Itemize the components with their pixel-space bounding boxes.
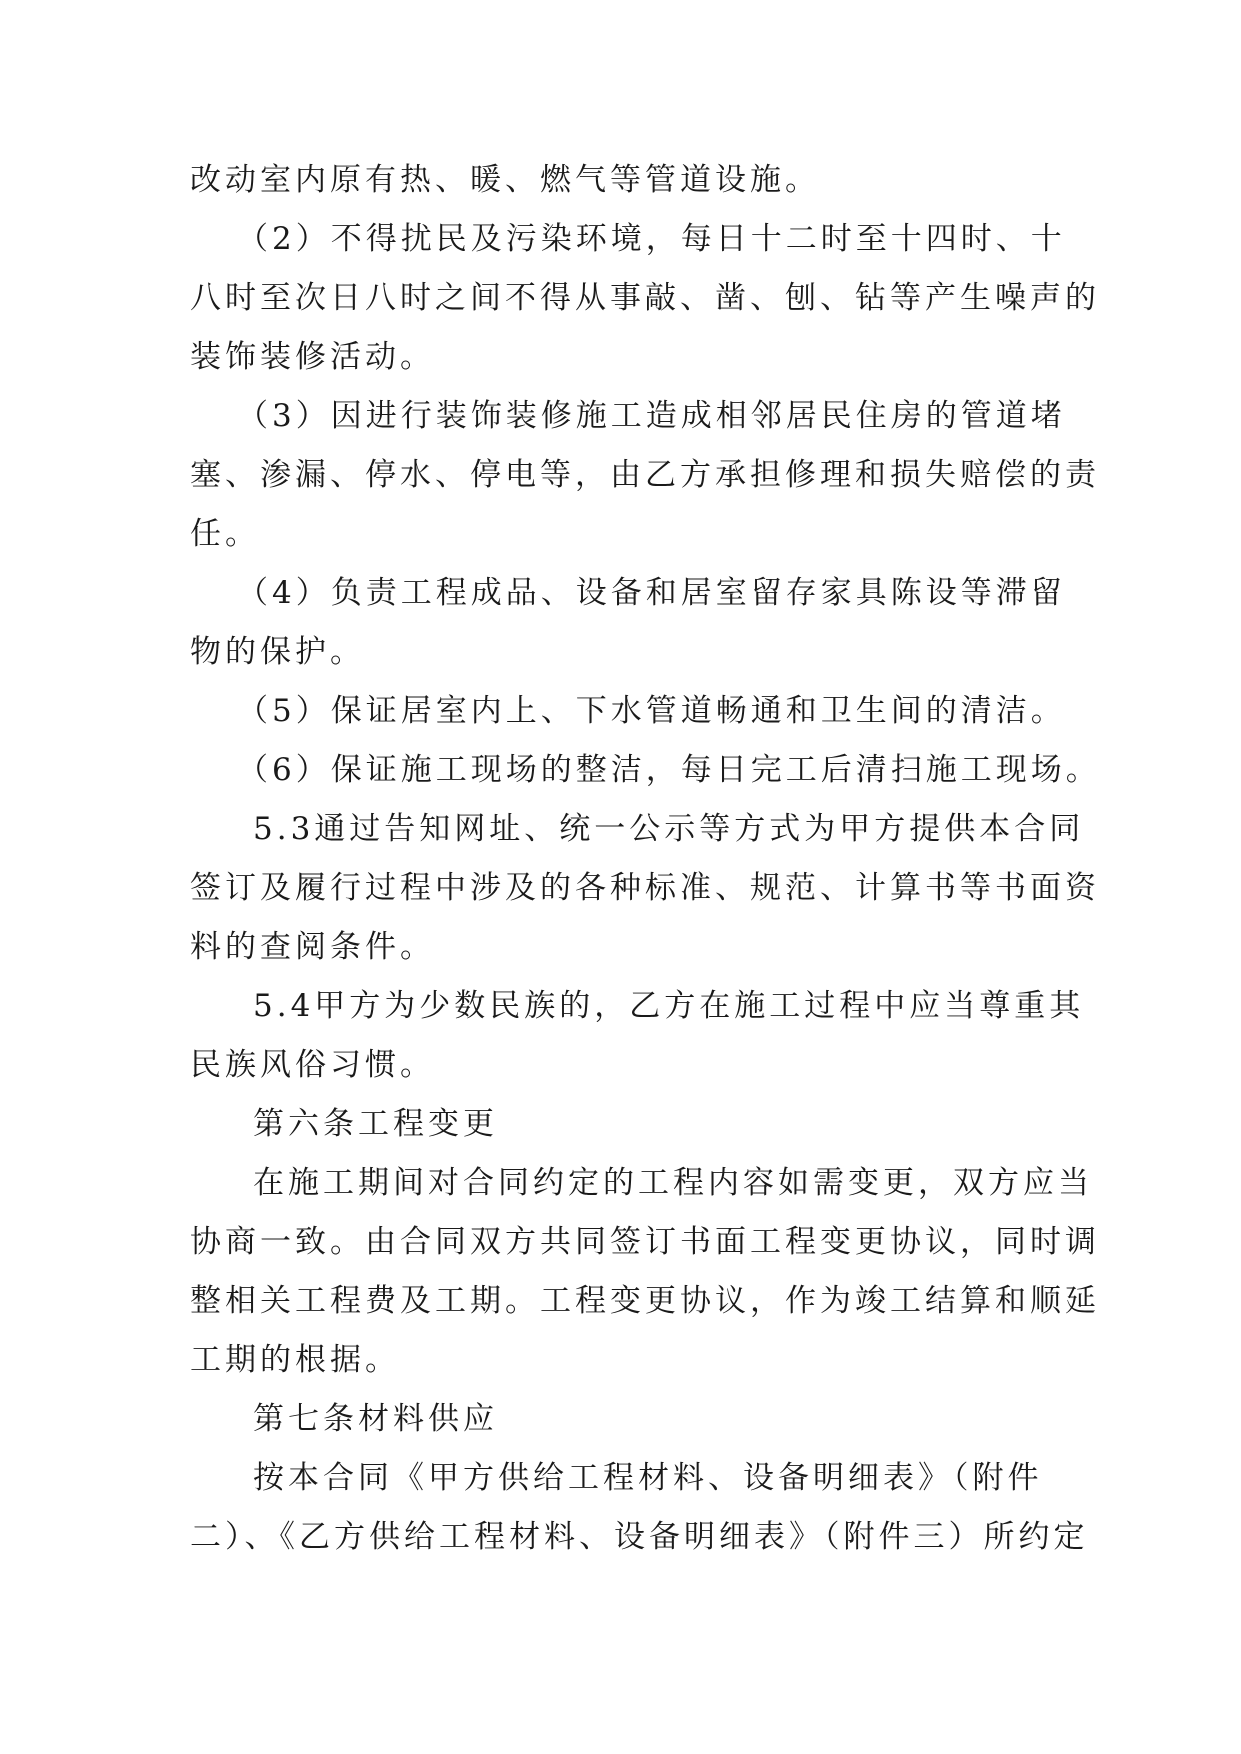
text-line: 民族风俗习惯。 — [190, 1047, 435, 1083]
text-line: （3）因进行装饰装修施工造成相邻居民住房的管道堵 — [237, 398, 1066, 434]
text-line: （5）保证居室内上、下水管道畅通和卫生间的清洁。 — [237, 693, 1066, 729]
text-line: （6）保证施工现场的整洁，每日完工后清扫施工现场。 — [237, 752, 1101, 788]
text-line: 物的保护。 — [190, 634, 365, 670]
text-line: 塞、渗漏、停水、停电等，由乙方承担修理和损失赔偿的责 — [190, 457, 1100, 493]
text-line: 5.4甲方为少数民族的，乙方在施工过程中应当尊重其 — [253, 988, 1085, 1024]
text-line: 任。 — [190, 516, 260, 552]
text-line: 改动室内原有热、暖、燃气等管道设施。 — [190, 162, 820, 198]
text-line: 5.3通过告知网址、统一公示等方式为甲方提供本合同 — [253, 811, 1085, 847]
text-line: 八时至次日八时之间不得从事敲、凿、刨、钻等产生噪声的 — [190, 280, 1100, 316]
text-line: （4）负责工程成品、设备和居室留存家具陈设等滞留 — [237, 575, 1066, 611]
section-heading: 第六条工程变更 — [253, 1106, 498, 1142]
text-line: 装饰装修活动。 — [190, 339, 435, 375]
text-line: 签订及履行过程中涉及的各种标准、规范、计算书等书面资 — [190, 870, 1100, 906]
text-line: 二）、《乙方供给工程材料、设备明细表》（附件三）所约定 — [190, 1519, 1089, 1555]
section-heading: 第七条材料供应 — [253, 1401, 498, 1437]
text-line: 整相关工程费及工期。工程变更协议，作为竣工结算和顺延 — [190, 1283, 1100, 1319]
text-line: 工期的根据。 — [190, 1342, 400, 1378]
text-line: （2）不得扰民及污染环境，每日十二时至十四时、十 — [237, 221, 1066, 257]
text-line: 在施工期间对合同约定的工程内容如需变更，双方应当 — [253, 1165, 1093, 1201]
text-line: 按本合同《甲方供给工程材料、设备明细表》（附件 — [253, 1460, 1043, 1496]
text-line: 料的查阅条件。 — [190, 929, 435, 965]
text-line: 协商一致。由合同双方共同签订书面工程变更协议，同时调 — [190, 1224, 1100, 1260]
